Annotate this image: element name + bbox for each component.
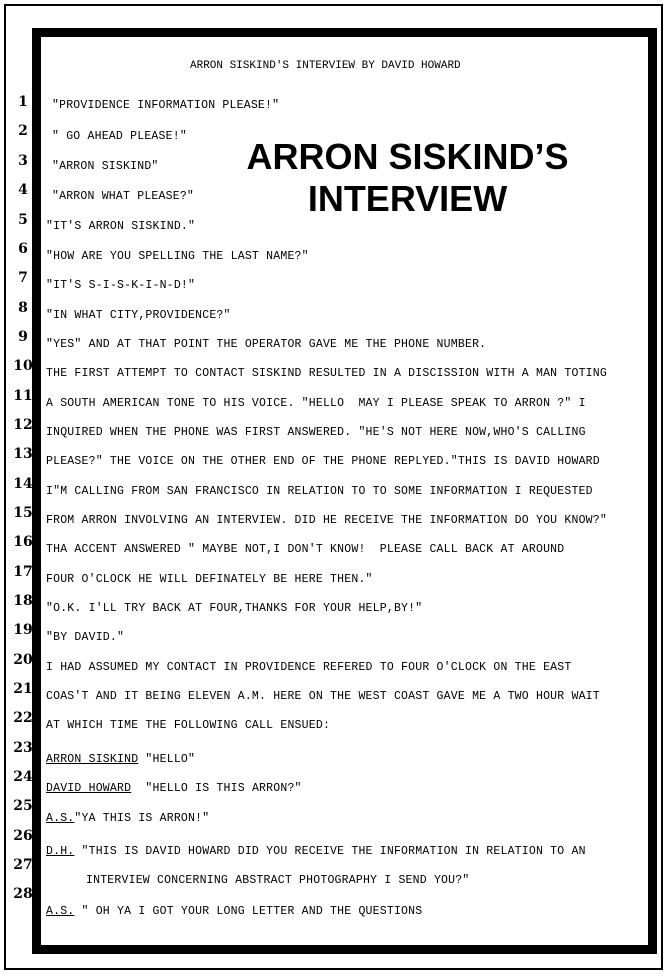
line-number: 6: [18, 241, 28, 257]
overlay-title-line-2: INTERVIEW: [307, 178, 508, 219]
text-line: "ARRON SISKIND": [52, 160, 159, 173]
dialogue-line: [46, 782, 302, 795]
dialogue-line: [46, 845, 586, 858]
dialogue-text: "YA THIS IS ARRON!": [74, 812, 210, 825]
speaker-label: DAVID HOWARD: [46, 782, 132, 795]
dialogue-line: [46, 905, 422, 918]
document-heading: ARRON SISKIND'S INTERVIEW BY DAVID HOWARD: [190, 60, 461, 72]
line-number: 10: [13, 358, 33, 374]
text-line: "IT'S ARRON SISKIND.": [46, 220, 196, 233]
line-number: 7: [18, 270, 28, 286]
dialogue-line: [46, 812, 209, 825]
line-number: 9: [18, 329, 28, 345]
line-number: 8: [18, 300, 28, 316]
overlay-title-line-1: ARRON SISKIND’S: [246, 136, 569, 177]
text-line: THE FIRST ATTEMPT TO CONTACT SISKIND RESULTED IN A DISCISSION WITH A MAN TOTING: [46, 367, 607, 380]
overlay-title: [215, 136, 600, 220]
line-number: 4: [18, 182, 28, 198]
text-line: PLEASE?" THE VOICE ON THE OTHER END OF THE PHONE REPLYED."THIS IS DAVID HOWARD: [46, 455, 600, 468]
line-number: 26: [13, 828, 33, 844]
text-line: INQUIRED WHEN THE PHONE WAS FIRST ANSWERED. "HE'S NOT HERE NOW,WHO'S CALLING: [46, 426, 586, 439]
dialogue-text: "HELLO IS THIS ARRON?": [131, 782, 302, 795]
line-number: 23: [13, 740, 33, 756]
dialogue-text: "THIS IS DAVID HOWARD DID YOU RECEIVE THE INFORMATION IN RELATION TO AN: [74, 845, 586, 858]
line-number: 13: [13, 446, 33, 462]
line-number: 20: [13, 652, 33, 668]
line-number: 24: [13, 769, 33, 785]
line-number: 15: [13, 505, 33, 521]
text-line: "BY DAVID.": [46, 631, 125, 644]
text-line: AT WHICH TIME THE FOLLOWING CALL ENSUED:: [46, 719, 331, 732]
text-line: "IN WHAT CITY,PROVIDENCE?": [46, 309, 231, 322]
text-line: "PROVIDENCE INFORMATION PLEASE!": [52, 99, 280, 112]
text-line: "IT'S S-I-S-K-I-N-D!": [46, 279, 196, 292]
line-number: 19: [13, 622, 33, 638]
speaker-label: A.S.: [46, 905, 75, 918]
line-number: 12: [13, 417, 33, 433]
speaker-label: D.H.: [46, 845, 75, 858]
line-number: 5: [18, 212, 28, 228]
text-line: "YES" AND AT THAT POINT THE OPERATOR GAVE ME THE PHONE NUMBER.: [46, 338, 487, 351]
line-number: 17: [13, 564, 33, 580]
line-number: 16: [13, 534, 33, 550]
line-number: 22: [13, 710, 33, 726]
text-line: I"M CALLING FROM SAN FRANCISCO IN RELATION TO TO SOME INFORMATION I REQUESTED: [46, 485, 593, 498]
dialogue-text: INTERVIEW CONCERNING ABSTRACT PHOTOGRAPHY I SEND YOU?": [86, 874, 470, 887]
text-line: FOUR O'CLOCK HE WILL DEFINATELY BE HERE THEN.": [46, 573, 373, 586]
text-line: COAS'T AND IT BEING ELEVEN A.M. HERE ON THE WEST COAST GAVE ME A TWO HOUR WAIT: [46, 690, 600, 703]
line-number: 27: [13, 857, 33, 873]
speaker-label: A.S.: [46, 812, 75, 825]
line-number: 1: [18, 94, 28, 110]
line-number: 25: [13, 798, 33, 814]
dialogue-text: " OH YA I GOT YOUR LONG LETTER AND THE QUESTIONS: [74, 905, 423, 918]
speaker-label: ARRON SISKIND: [46, 753, 139, 766]
dialogue-line: [46, 753, 195, 766]
line-number: 28: [13, 886, 33, 902]
line-number: 18: [13, 593, 33, 609]
text-line: "O.K. I'LL TRY BACK AT FOUR,THANKS FOR YOUR HELP,BY!": [46, 602, 423, 615]
dialogue-text: "HELLO": [138, 753, 196, 766]
line-number: 3: [18, 153, 28, 169]
text-line: I HAD ASSUMED MY CONTACT IN PROVIDENCE REFERED TO FOUR O'CLOCK ON THE EAST: [46, 661, 572, 674]
text-line: A SOUTH AMERICAN TONE TO HIS VOICE. "HELLO MAY I PLEASE SPEAK TO ARRON ?" I: [46, 397, 586, 410]
dialogue-line: [86, 874, 469, 887]
text-line: "ARRON WHAT PLEASE?": [52, 190, 195, 203]
text-line: "HOW ARE YOU SPELLING THE LAST NAME?": [46, 250, 309, 263]
line-number: 14: [13, 476, 33, 492]
text-line: FROM ARRON INVOLVING AN INTERVIEW. DID HE RECEIVE THE INFORMATION DO YOU KNOW?": [46, 514, 607, 527]
text-line: " GO AHEAD PLEASE!": [52, 130, 187, 143]
line-number: 11: [13, 388, 33, 404]
line-number: 21: [13, 681, 33, 697]
text-line: THA ACCENT ANSWERED " MAYBE NOT,I DON'T KNOW! PLEASE CALL BACK AT AROUND: [46, 543, 565, 556]
line-number: 2: [18, 123, 28, 139]
